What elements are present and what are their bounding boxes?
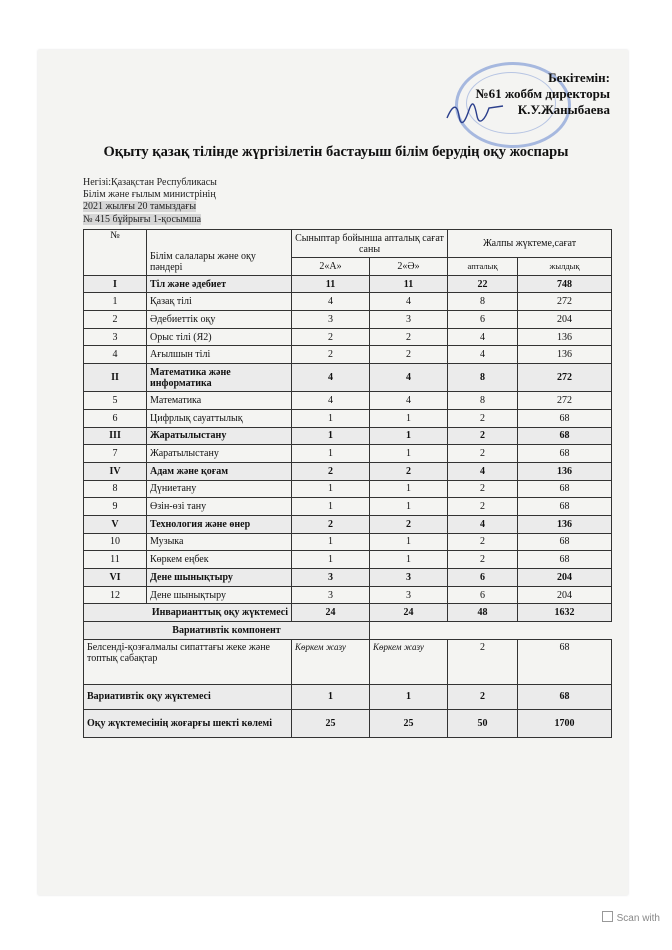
subject-name: Дүниетану [147,480,292,498]
invariant-label: Инварианттық оқу жүктемесі [84,604,292,622]
hours-class-b: 2 [370,515,448,533]
hours-weekly: 22 [448,275,518,293]
subject-name: Әдебиеттік оқу [147,311,292,329]
subject-row [84,346,612,364]
subject-row [84,328,612,346]
hours-yearly: 204 [518,311,612,329]
hours-class-b: 1 [370,427,448,445]
hours-weekly: 8 [448,392,518,410]
hours-class-b: 1 [370,498,448,516]
hours-yearly: 68 [518,445,612,463]
subject-name: Орыс тілі (Я2) [147,328,292,346]
basis-line-2: Білім және ғылым министрінің [83,189,216,201]
hours-class-b: 1 [370,445,448,463]
hours-weekly: 4 [448,328,518,346]
section-row [84,427,612,445]
hours-class-a: 4 [292,293,370,311]
hours-class-a: 3 [292,586,370,604]
subject-row [84,480,612,498]
scan-watermark [602,911,660,924]
subject-name: Жаратылыстану [147,445,292,463]
hours-class-b: 3 [370,569,448,587]
hours-class-a: 2 [292,328,370,346]
subject-name: Адам және қоғам [147,462,292,480]
row-number: IV [84,462,147,480]
hours-weekly: 8 [448,364,518,392]
subject-row [84,392,612,410]
invariant-total-row [84,604,612,622]
hours-class-a: 1 [292,551,370,569]
hours-yearly: 136 [518,462,612,480]
activity-label: Белсенді-қозғалмалы сипаттағы жеке және топтық сабақтар [84,639,292,684]
basis-line-3: 2021 жылғы 20 тамыздағы [83,201,197,213]
invariant-class-a: 24 [292,604,370,622]
hours-class-a: 1 [292,480,370,498]
hours-class-b: 4 [370,293,448,311]
row-number: 1 [84,293,147,311]
row-number: 4 [84,346,147,364]
header-class-a: 2«А» [292,258,370,276]
subject-name: Цифрлық сауаттылық [147,409,292,427]
subject-name: Дене шынықтыру [147,586,292,604]
hours-class-a: 1 [292,533,370,551]
hours-yearly: 272 [518,364,612,392]
variative-load-class-b: 1 [370,684,448,709]
section-row [84,462,612,480]
hours-class-a: 3 [292,311,370,329]
row-number: 7 [84,445,147,463]
activity-yearly: 68 [518,639,612,684]
empty-cell [370,622,612,640]
hours-weekly: 2 [448,551,518,569]
row-number: 11 [84,551,147,569]
approval-block [476,70,610,118]
hours-class-b: 3 [370,311,448,329]
header-num: № [84,230,147,276]
variative-load-label: Вариативтік оқу жүктемесі [84,684,292,709]
subject-row [84,533,612,551]
row-number: I [84,275,147,293]
subject-name: Өзін-өзі тану [147,498,292,516]
hours-class-b: 1 [370,409,448,427]
hours-weekly: 4 [448,346,518,364]
hours-weekly: 2 [448,445,518,463]
variative-component-label: Вариативтік компонент [84,622,370,640]
activity-weekly: 2 [448,639,518,684]
hours-class-b: 3 [370,586,448,604]
hours-weekly: 2 [448,480,518,498]
section-row [84,364,612,392]
hours-yearly: 204 [518,586,612,604]
hours-yearly: 272 [518,392,612,410]
max-load-class-a: 25 [292,709,370,737]
hours-yearly: 136 [518,328,612,346]
curriculum-table [83,229,612,738]
invariant-weekly: 48 [448,604,518,622]
hours-class-a: 2 [292,346,370,364]
hours-class-b: 2 [370,346,448,364]
approval-line-1: Бекітемін: [548,70,610,85]
subject-name: Технология және өнер [147,515,292,533]
row-number: 3 [84,328,147,346]
header-weekly: Сыныптар бойынша апталық сағат саны [292,230,448,258]
hours-weekly: 4 [448,462,518,480]
basis-note [83,177,217,226]
subject-row [84,311,612,329]
subject-row [84,409,612,427]
hours-weekly: 8 [448,293,518,311]
scanner-icon [602,911,613,922]
subject-row [84,293,612,311]
hours-yearly: 272 [518,293,612,311]
hours-weekly: 6 [448,311,518,329]
hours-yearly: 136 [518,515,612,533]
invariant-yearly: 1632 [518,604,612,622]
hours-weekly: 2 [448,427,518,445]
scan-watermark-text: Scan with [616,913,660,924]
section-row [84,515,612,533]
basis-line-1: Негізі:Қазақстан Республикасы [83,177,217,188]
variative-load-class-a: 1 [292,684,370,709]
hours-class-b: 4 [370,392,448,410]
variative-load-yearly: 68 [518,684,612,709]
approval-line-2: №61 жоббм директоры [475,86,610,101]
subject-name: Дене шынықтыру [147,569,292,587]
subject-row [84,551,612,569]
subject-name: Математика және информатика [147,364,292,392]
row-number: VI [84,569,147,587]
activity-class-b: Көркем жазу [370,639,448,684]
hours-yearly: 68 [518,498,612,516]
variative-load-row [84,684,612,709]
hours-class-a: 11 [292,275,370,293]
hours-weekly: 6 [448,569,518,587]
row-number: 8 [84,480,147,498]
activity-row [84,639,612,684]
hours-class-a: 1 [292,445,370,463]
variative-load-weekly: 2 [448,684,518,709]
hours-class-b: 2 [370,462,448,480]
hours-weekly: 2 [448,498,518,516]
section-row [84,569,612,587]
subject-name: Математика [147,392,292,410]
row-number: V [84,515,147,533]
header-yearly-col: жылдық [518,258,612,276]
basis-line-4: № 415 бұйрығы 1-қосымша [83,213,202,225]
hours-yearly: 204 [518,569,612,587]
hours-yearly: 68 [518,427,612,445]
subject-name: Жаратылыстану [147,427,292,445]
row-number: 5 [84,392,147,410]
subject-row [84,445,612,463]
max-load-row [84,709,612,737]
header-total: Жалпы жүктеме,сағат [448,230,612,258]
row-number: 12 [84,586,147,604]
hours-class-b: 2 [370,328,448,346]
table-header-row [84,230,612,258]
header-subject: Білім салалары және оқу пәндері [147,230,292,276]
subject-row [84,498,612,516]
hours-class-b: 1 [370,533,448,551]
max-load-class-b: 25 [370,709,448,737]
subject-row [84,586,612,604]
hours-class-a: 4 [292,392,370,410]
subject-name: Қазақ тілі [147,293,292,311]
max-load-weekly: 50 [448,709,518,737]
subject-name: Тіл және әдебиет [147,275,292,293]
hours-weekly: 2 [448,533,518,551]
hours-yearly: 68 [518,533,612,551]
hours-class-a: 4 [292,364,370,392]
hours-weekly: 4 [448,515,518,533]
max-load-label: Оқу жүктемесінің жоғарғы шекті көлемі [84,709,292,737]
subject-name: Ағылшын тілі [147,346,292,364]
subject-name: Көркем еңбек [147,551,292,569]
activity-class-a: Көркем жазу [292,639,370,684]
hours-class-a: 1 [292,498,370,516]
row-number: 2 [84,311,147,329]
hours-weekly: 2 [448,409,518,427]
approval-line-3: К.У.Жаныбаева [517,102,610,117]
hours-yearly: 136 [518,346,612,364]
row-number: III [84,427,147,445]
header-weekly-col: апталық [448,258,518,276]
hours-class-b: 1 [370,551,448,569]
hours-yearly: 68 [518,480,612,498]
invariant-class-b: 24 [370,604,448,622]
section-row [84,275,612,293]
hours-class-a: 1 [292,409,370,427]
hours-class-a: 2 [292,515,370,533]
row-number: 9 [84,498,147,516]
subject-name: Музыка [147,533,292,551]
hours-class-b: 11 [370,275,448,293]
row-number: 6 [84,409,147,427]
hours-yearly: 748 [518,275,612,293]
hours-weekly: 6 [448,586,518,604]
hours-class-b: 1 [370,480,448,498]
row-number: II [84,364,147,392]
hours-class-a: 1 [292,427,370,445]
hours-yearly: 68 [518,551,612,569]
header-class-b: 2«Ә» [370,258,448,276]
hours-yearly: 68 [518,409,612,427]
hours-class-b: 4 [370,364,448,392]
row-number: 10 [84,533,147,551]
hours-class-a: 3 [292,569,370,587]
max-load-yearly: 1700 [518,709,612,737]
hours-class-a: 2 [292,462,370,480]
variative-component-row [84,622,612,640]
page-title: Оқыту қазақ тілінде жүргізілетін бастауыш білім берудің оқу жоспары [103,144,569,160]
